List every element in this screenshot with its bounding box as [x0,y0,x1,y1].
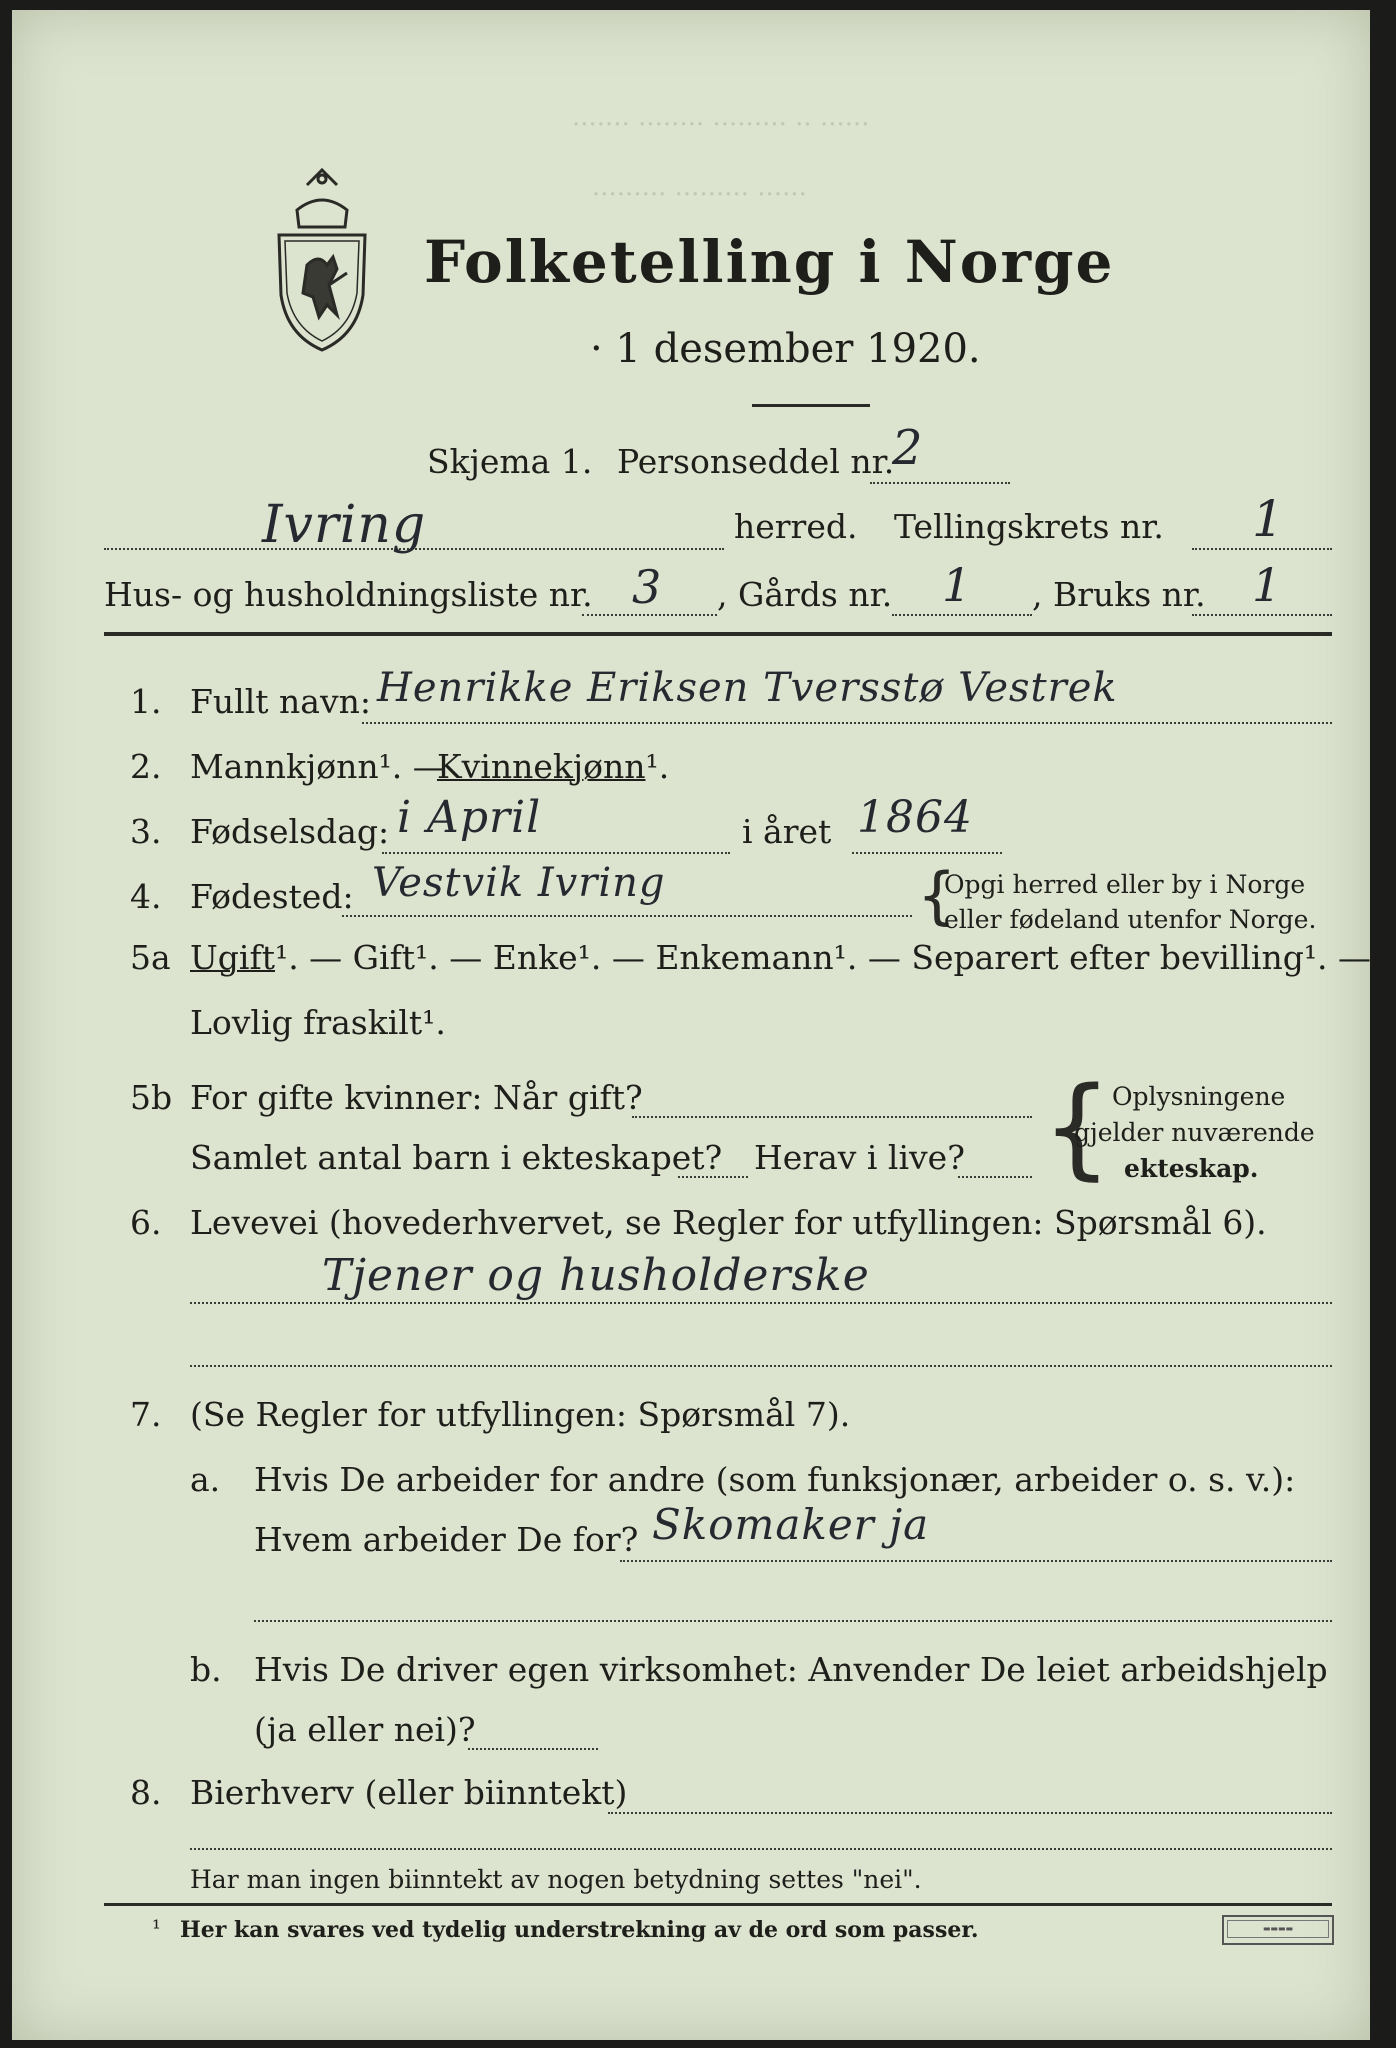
q7-number: 7. [130,1395,162,1434]
q5b-alive-label: Herav i live? [754,1138,965,1177]
q7a-letter: a. [190,1460,221,1499]
gards-label: , Gårds nr. [717,575,893,614]
tellingskrets-field[interactable] [1192,548,1332,550]
form-date: · 1 desember 1920. [590,326,981,372]
q8-label: Bierhverv (eller biinntekt) [190,1773,628,1812]
footnote-mark: ¹ [152,1917,161,1942]
q5a-other-options[interactable]: ¹. — Gift¹. — Enke¹. — Enkemann¹. — Separert efter bevilling¹. — [274,938,1372,977]
employer-field-2[interactable] [254,1620,1332,1622]
q2-number: 2. [130,747,162,786]
q4-number: 4. [130,877,162,916]
q3-number: 3. [130,812,162,851]
q4-brace: { [917,859,957,932]
q5b-brace: { [1042,1063,1112,1191]
q3-year-label: i året [742,812,832,851]
q5b-children-label: Samlet antal barn i ekteskapet? [190,1138,723,1177]
tellingskrets-label: Tellingskrets nr. [894,507,1164,546]
q4-note-line1: Opgi herred eller by i Norge [944,870,1306,899]
hus-field[interactable] [582,614,717,616]
gards-field[interactable] [892,614,1032,616]
hus-label: Hus- og husholdningsliste nr. [104,575,593,614]
full-name-field[interactable] [362,722,1332,724]
q2-female-line [437,747,669,786]
bleed-through-text: ········· ········· ······ [592,180,807,210]
header-divider [104,632,1332,636]
printer-stamp: ▬▬▬▬ [1222,1915,1334,1945]
q5a-line [190,938,1371,977]
footnote-text: Her kan svares ved tydelig understrekning av de ord som passer. [180,1917,979,1943]
q8-number: 8. [130,1773,162,1812]
birthday-value: i April [397,792,542,843]
birthplace-field[interactable] [342,915,912,917]
q5b-note1: Oplysningene [1112,1082,1286,1111]
q7a-question: Hvem arbeider De for? [254,1520,639,1559]
bleed-through-text: ······· ········ ········· ·· ······ [572,110,870,140]
norway-coat-of-arms-icon [267,165,377,355]
q4-label: Fødested: [190,877,354,916]
employer-value: Skomaker ja [652,1500,930,1549]
nei-instruction: Har man ingen biinntekt av nogen betydning settes "nei". [190,1865,922,1894]
census-form-page [12,10,1370,2040]
q5b-married-when-label: For gifte kvinner: Når gift? [190,1078,643,1117]
occupation-field-2[interactable] [190,1365,1332,1367]
q5b-number: 5b [130,1078,173,1117]
q6-number: 6. [130,1203,162,1242]
birthplace-value: Vestvik Ivring [372,860,666,906]
children-alive-field[interactable] [958,1176,1032,1178]
q1-number: 1. [130,682,162,721]
birth-year-field[interactable] [852,852,1002,854]
q7-label: (Se Regler for utfyllingen: Spørsmål 7). [190,1395,851,1434]
q2-female-suffix: ¹. [645,747,670,786]
bruks-field[interactable] [1192,614,1332,616]
hired-help-field[interactable] [468,1748,598,1750]
q5b-note3: ekteskap. [1124,1154,1259,1183]
children-count-field[interactable] [678,1176,748,1178]
q5a-number: 5a [130,938,171,977]
skjema-label: Skjema 1. [427,442,593,481]
personseddel-value: 2 [892,420,924,476]
q7b-text: Hvis De driver egen virksomhet: Anvender De leiet arbeidshjelp [254,1650,1328,1689]
birth-year-value: 1864 [857,792,973,843]
herred-value: Ivring [262,495,427,555]
occupation-value: Tjener og husholderske [322,1250,870,1301]
bruks-value: 1 [1252,558,1283,612]
occupation-field[interactable] [190,1302,1332,1304]
q5a-ugift-option[interactable]: Ugift [190,938,275,977]
q1-label: Fullt navn: [190,682,371,721]
q2-female-option[interactable]: Kvinnekjønn [437,747,646,786]
personseddel-label: Personseddel nr. [617,442,895,481]
tellingskrets-value: 1 [1252,490,1285,548]
q6-label: Levevei (hovederhvervet, se Regler for utfyllingen: Spørsmål 6). [190,1203,1267,1242]
married-when-field[interactable] [632,1116,1032,1118]
footer-divider [104,1903,1332,1906]
q3-label: Fødselsdag: [190,812,390,851]
q7b-question: (ja eller nei)? [254,1710,476,1749]
employer-field[interactable] [620,1560,1332,1562]
herred-label: herred. [734,507,858,546]
side-income-field[interactable] [608,1812,1332,1814]
q7b-letter: b. [190,1650,222,1689]
birthday-field[interactable] [382,852,730,854]
form-title: Folketelling i Norge [424,228,1115,296]
q7a-text: Hvis De arbeider for andre (som funksjonær, arbeider o. s. v.): [254,1460,1296,1499]
q2-male-option[interactable]: Mannkjønn¹. — [190,747,446,786]
full-name-value: Henrikke Eriksen Tversstø Vestrek [377,665,1118,711]
personseddel-field[interactable] [870,482,1010,484]
q4-note-line2: eller fødeland utenfor Norge. [944,905,1317,934]
title-divider [752,404,870,407]
bruks-label: , Bruks nr. [1032,575,1206,614]
gards-value: 1 [942,558,973,612]
q5b-note2: gjelder nuværende [1074,1118,1315,1147]
q5a-line2[interactable]: Lovlig fraskilt¹. [190,1003,446,1042]
hus-value: 3 [632,560,663,614]
side-income-field-2[interactable] [190,1848,1332,1850]
